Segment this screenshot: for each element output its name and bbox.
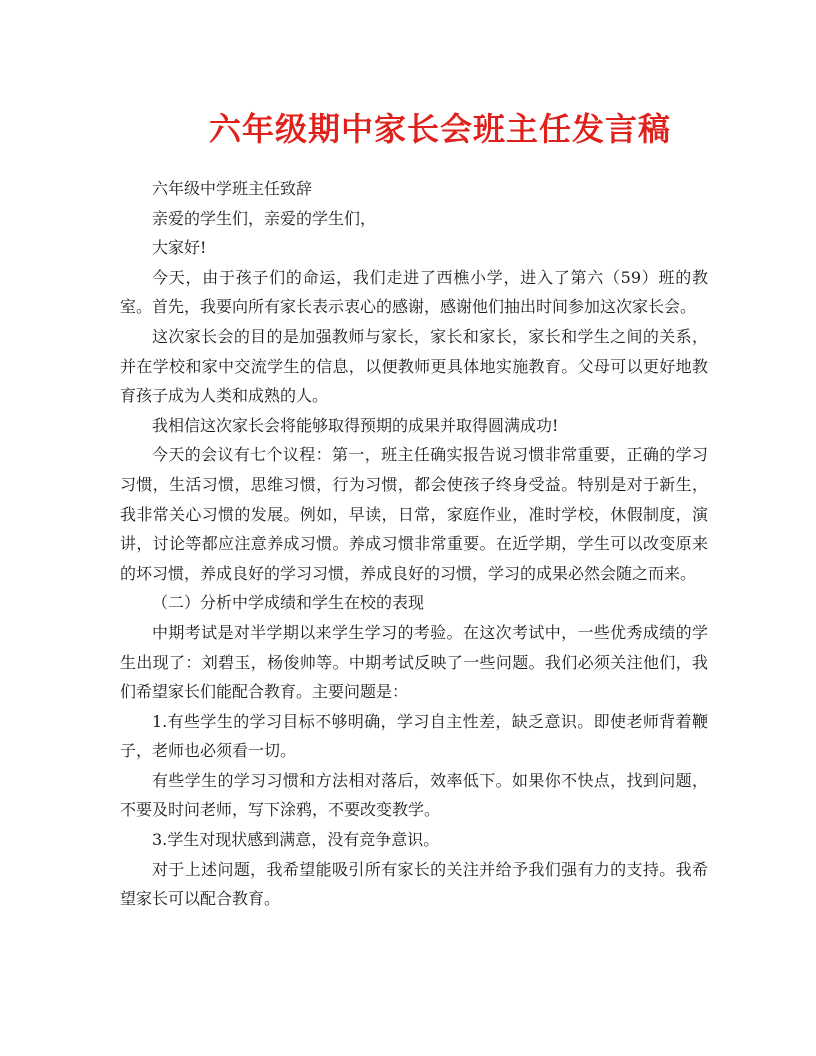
- section-heading: （二）分析中学成绩和学生在校的表现: [152, 593, 425, 613]
- paragraph-greeting: 大家好!: [152, 238, 207, 258]
- list-item: 1.有些学生的学习目标不够明确，学习自主性差，缺乏意识。即使老师背着鞭子，老师也必须看一切。: [120, 711, 708, 761]
- paragraph: 中期考试是对半学期以来学生学习的考验。在这次考试中，一些优秀成绩的学生出现了：刘碧玉，杨俊帅等。中期考试反映了一些问题。我们必须关注他们，我们希望家长们能配合教育。主要问题是：: [120, 622, 708, 702]
- paragraph: 对于上述问题，我希望能吸引所有家长的关注并给予我们强有力的支持。我希望家长可以配合教育。: [120, 859, 708, 909]
- paragraph: 这次家长会的目的是加强教师与家长，家长和家长，家长和学生之间的关系，并在学校和家中交流学生的信息，以便教师更具体地实施教育。父母可以更好地教育孩子成为人类和成熟的人。: [120, 326, 708, 406]
- paragraph-salutation: 亲爱的学生们，亲爱的学生们，: [152, 208, 377, 228]
- list-item: 有些学生的学习习惯和方法相对落后，效率低下。如果你不快点，找到问题，不要及时问老师，写下涂鸦，不要改变教学。: [120, 770, 708, 820]
- paragraph-heading: 六年级中学班主任致辞: [152, 179, 313, 198]
- document-body: [120, 174, 708, 914]
- document-title: 六年级期中家长会班主任发言稿: [208, 110, 671, 148]
- list-item: 3.学生对现状感到满意，没有竞争意识。: [152, 830, 440, 850]
- paragraph: 今天的会议有七个议程：第一，班主任确实报告说习惯非常重要，正确的学习习惯，生活习惯，思维习惯，行为习惯，都会使孩子终身受益。特别是对于新生，我非常关心习惯的发展。例如，早读，日常，家庭作业，准时学校，休假制度，演讲，讨论等都应注意养成习惯。养成习惯非常重要。在近学期，学生可以改变原来的坏习惯，养成良好的学习习惯，养成良好的习惯，学习的成果必然会随之而来。: [120, 445, 708, 583]
- paragraph: 我相信这次家长会将能够取得预期的成果并取得圆满成功!: [152, 415, 559, 435]
- paragraph: 今天，由于孩子们的命运，我们走进了西樵小学，进入了第六（59）班的教室。首先，我要向所有家长表示衷心的感谢，感谢他们抽出时间参加这次家长会。: [120, 267, 708, 317]
